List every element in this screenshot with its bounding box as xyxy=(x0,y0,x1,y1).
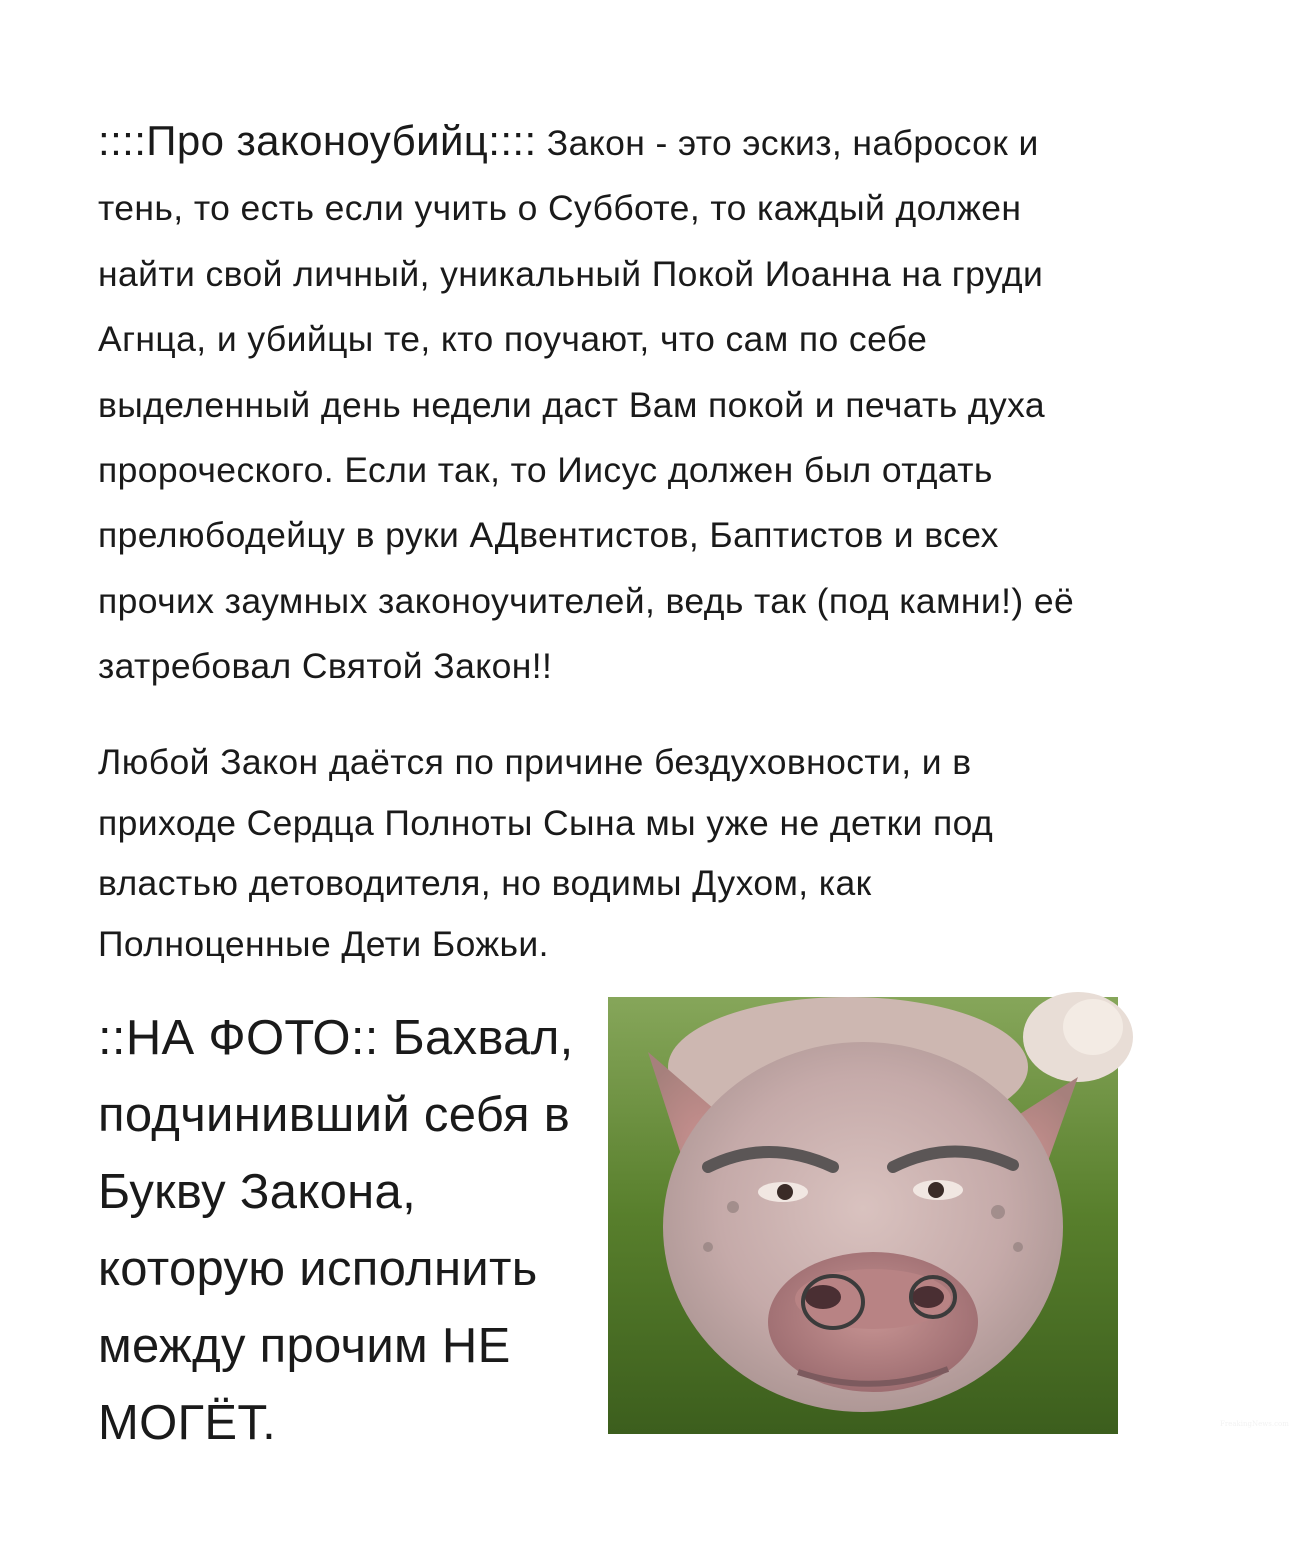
paragraph-body: Закон - это эскиз, набросок и тень, то есть если учить о Субботе, то каждый должен найти свой личный, уникальный Покой Иоанна на груди Агнца, и убийцы те, кто поучают, что сам по себе выделенный день недели даст Вам покой и печать духа пророческого. Если так, то Иисус должен был отдать прелюбодейцу в руки АДвентистов, Баптистов и всех прочих заумных законоучителей, ведь так (под камни!) её затребовал Святой Закон!! xyxy=(98,123,1075,687)
photo-watermark: FreakingNews.com xyxy=(1220,1420,1289,1428)
pig-photo xyxy=(608,997,1289,1434)
paragraph-law-killers xyxy=(98,108,1108,700)
pig-face-illustration xyxy=(608,997,1118,1434)
paragraph-heading: ::::Про законоубийц:::: xyxy=(98,117,537,164)
paragraph-law-spirit: Любой Закон даётся по причине бездуховности, и в приходе Сердца Полноты Сына мы уже не детки под властью детоводителя, но водимы Духом, как Полноценные Дети Божьи. xyxy=(98,742,994,964)
photo-caption: ::НА ФОТО:: Бахвал, подчинивший себя в Букву Закона, которую исполнить между прочим НЕ МОГЁТ. xyxy=(98,1011,574,1450)
